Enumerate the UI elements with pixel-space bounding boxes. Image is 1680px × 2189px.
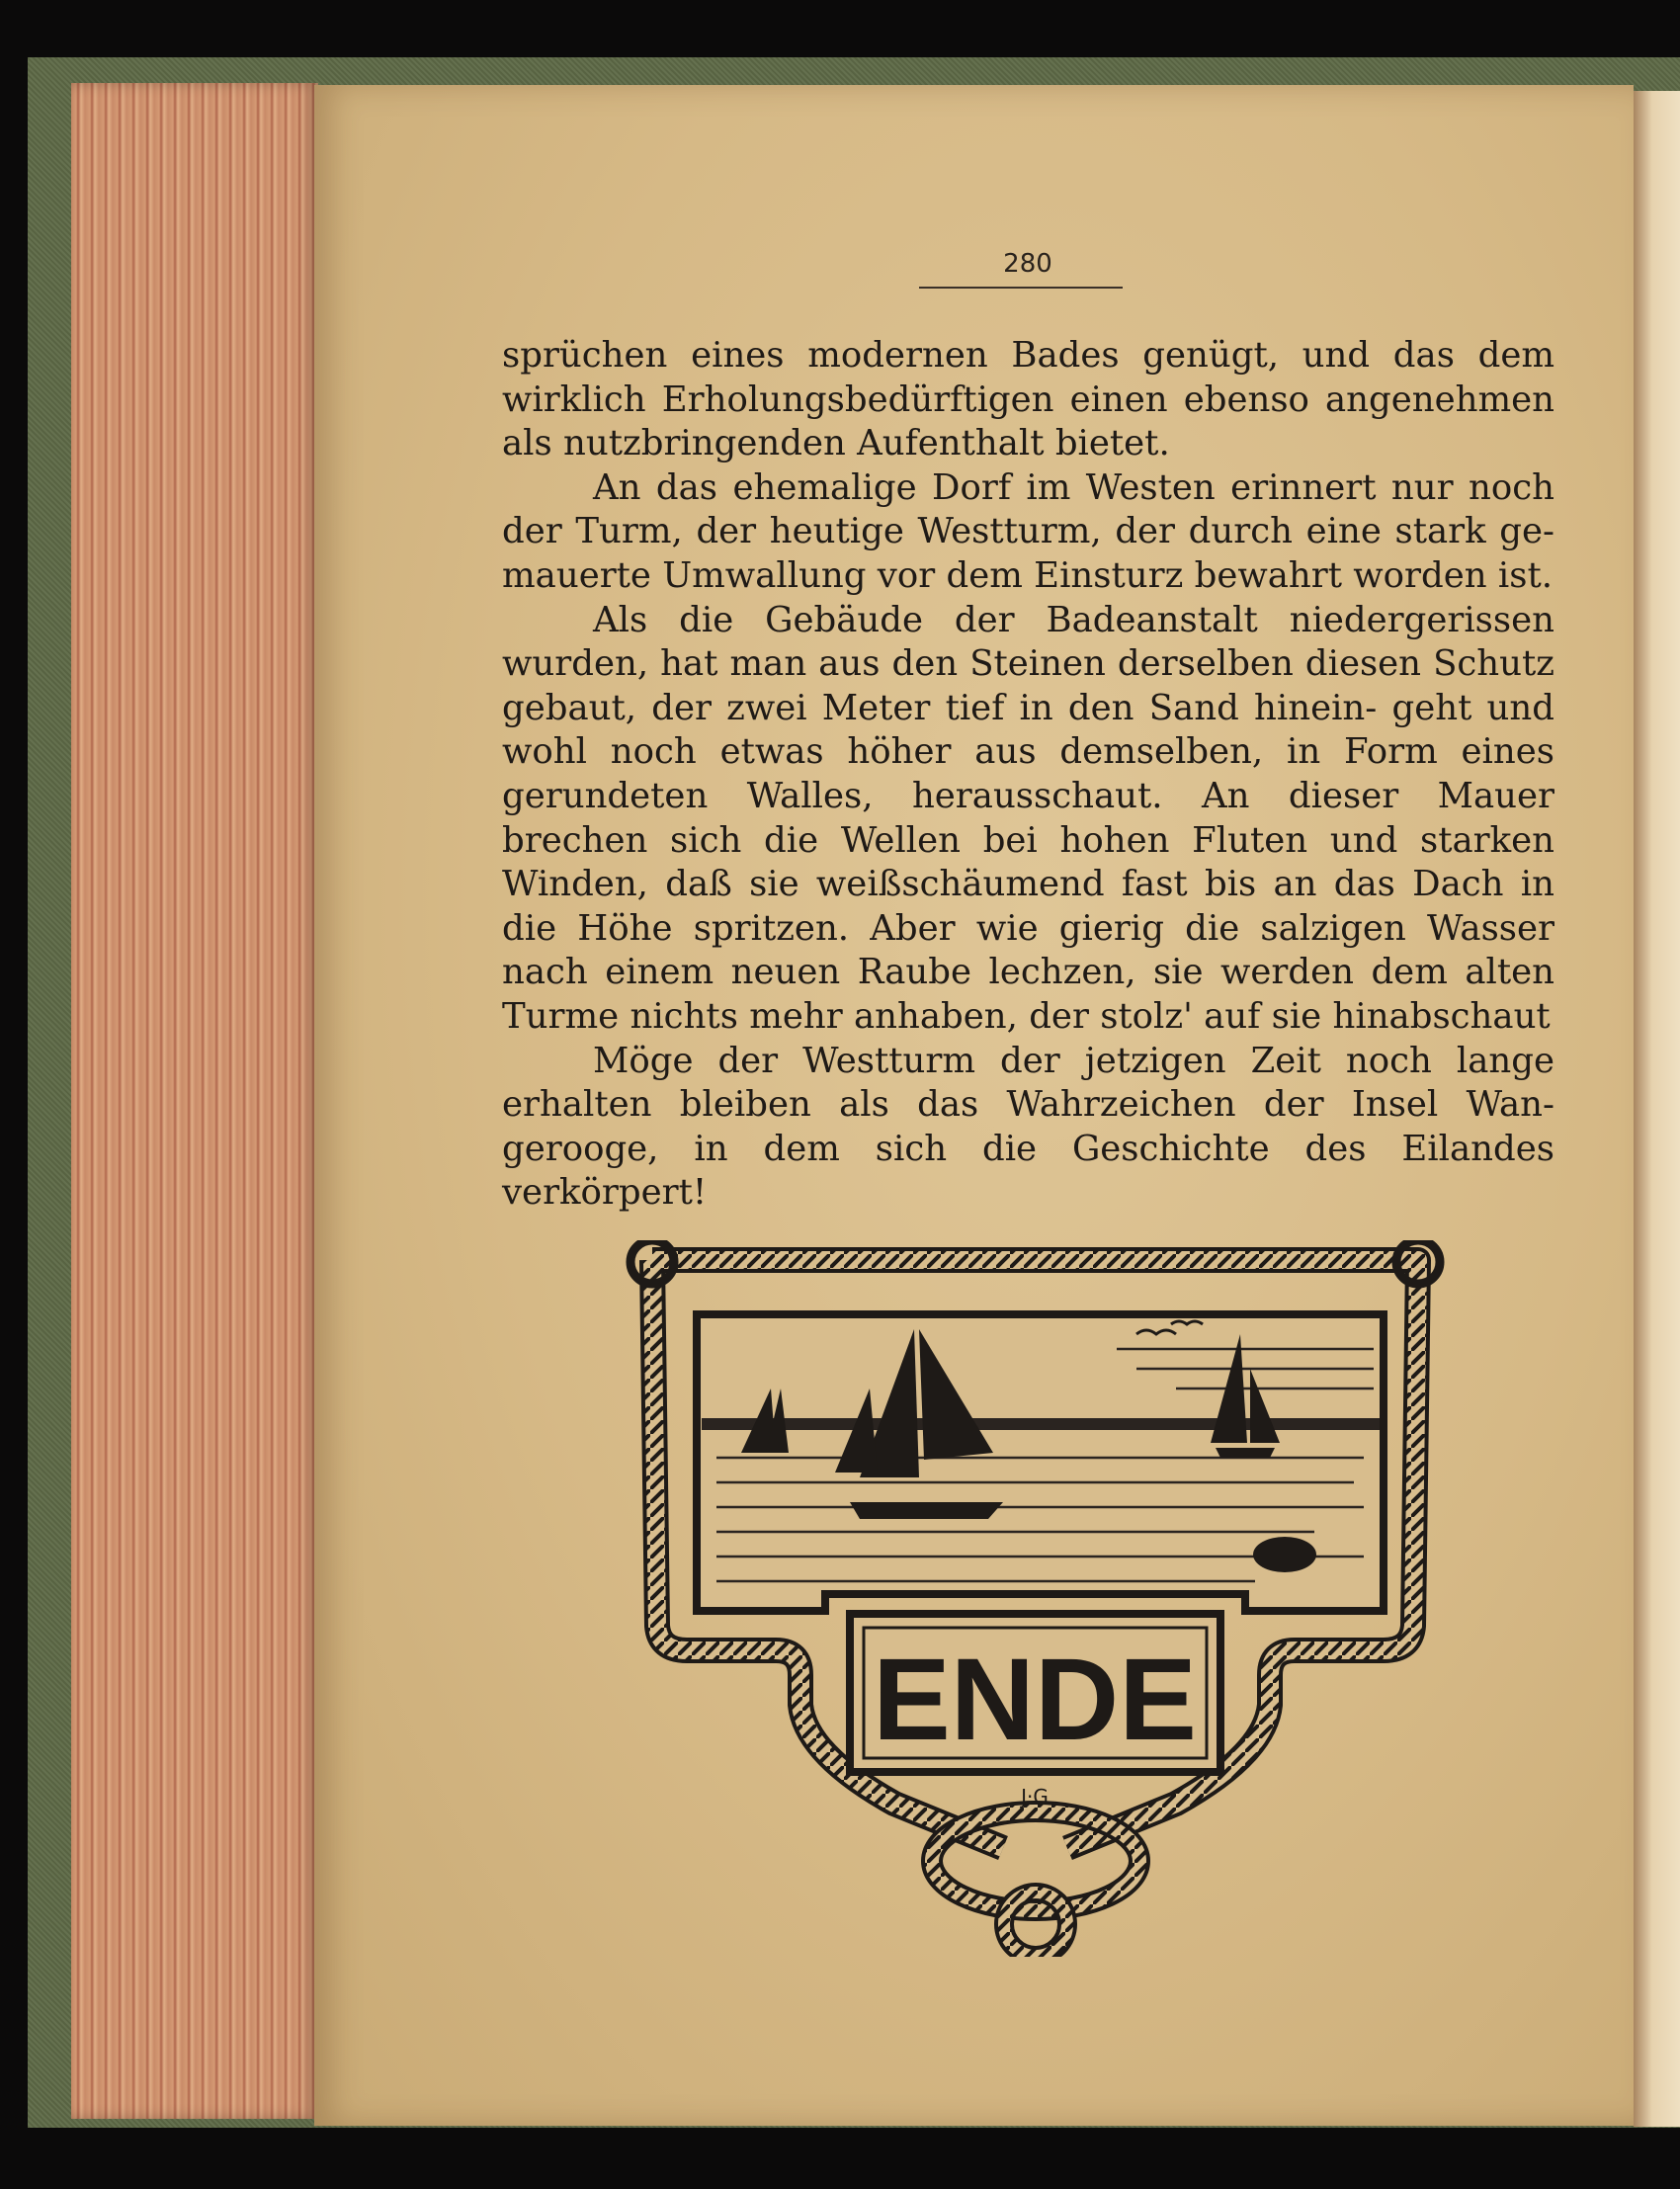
page-edges <box>71 83 318 2119</box>
paragraph: Als die Gebäude der Badeanstalt niedergerissen wurden, hat man aus den Steinen derselben diesen Schutz gebaut, der zwei Meter tief in den Sand hinein- geht und wohl noch etwas höher aus demselben, in Form eines gerundeten Walles, herausschaut. An dieser Mauer brechen sich die Wellen bei hohen Fluten und starken Winden, daß sie weißschäumend fast bis an das Dach in die Höhe spritzen. Aber wie gierig die salzigen Wasser nach einem neuen Raube lechzen, sie werden dem alten Turme nichts mehr anhaben, der stolz' auf sie hinabschaut <box>502 599 1554 1037</box>
page-number: 280 <box>1003 249 1052 279</box>
paragraph: sprüchen eines modernen Bades genügt, und das dem wirklich Erholungsbedürftigen einen ebenso angenehmen als nutzbringenden Aufenthalt bietet. <box>502 335 1554 464</box>
ende-vignette <box>623 1240 1448 1957</box>
paragraph: Möge der Westturm der jetzigen Zeit noch lange erhalten bleiben als das Wahrzeichen der Insel Wan- gerooge, in dem sich die Geschichte des Eilandes verkörpert! <box>502 1040 1554 1214</box>
next-page-edge <box>1634 91 1680 2127</box>
rope-knot <box>932 1811 1139 1956</box>
header-rule <box>919 287 1123 289</box>
body-text <box>502 334 1554 1216</box>
paragraph: An das ehemalige Dorf im Westen erinnert nur noch der Turm, der heutige Westturm, der durch eine stark ge- mauerte Umwallung vor dem Einsturz bewahrt worden ist. <box>502 466 1554 596</box>
monogram: J·G <box>1021 1785 1049 1809</box>
ende-label: ENDE <box>873 1635 1197 1765</box>
